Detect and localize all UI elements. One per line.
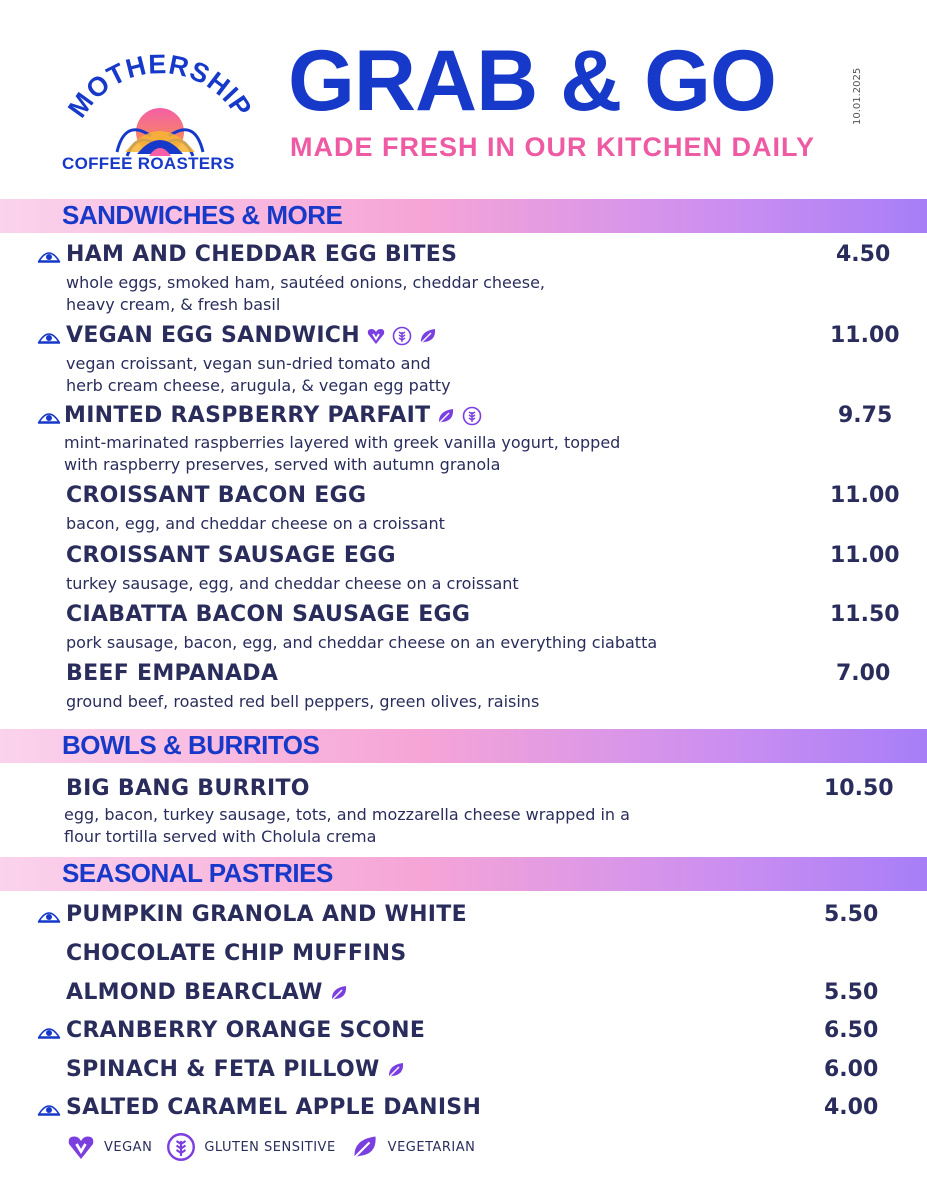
menu-item-price: 9.75 <box>838 403 893 428</box>
legend-label: VEGAN <box>104 1139 153 1155</box>
mothership-icon <box>37 248 61 264</box>
vegetarian-icon <box>418 326 438 346</box>
logo-subtitle: COFFEE ROASTERS <box>62 154 235 173</box>
menu-item-name-row <box>66 323 438 348</box>
gluten-sensitive-icon <box>392 326 412 346</box>
menu-item-name: SALTED CARAMEL APPLE DANISH <box>66 1095 482 1120</box>
menu-item-price: 11.50 <box>830 602 900 627</box>
menu-item-price: 4.50 <box>836 242 891 267</box>
legend-label: GLUTEN SENSITIVE <box>204 1139 336 1155</box>
menu-item-name: ALMOND BEARCLAW <box>66 980 323 1005</box>
mothership-icon <box>37 1101 61 1117</box>
menu-item-name-row <box>64 403 482 428</box>
vegetarian-icon <box>329 983 349 1003</box>
menu-item-desc: pork sausage, bacon, egg, and cheddar cheese on an everything ciabatta <box>66 633 658 652</box>
vegan-icon <box>366 326 386 346</box>
menu-item-name: BEEF EMPANADA <box>66 661 279 686</box>
menu-item-price: 11.00 <box>830 543 900 568</box>
menu-item-name: SPINACH & FETA PILLOW <box>66 1057 380 1082</box>
menu-item-name: CIABATTA BACON SAUSAGE EGG <box>66 602 471 627</box>
vegetarian-icon <box>386 1060 406 1080</box>
menu-item-name-row <box>66 980 349 1005</box>
menu-item-price: 11.00 <box>830 323 900 348</box>
menu-item-desc: ground beef, roasted red bell peppers, green olives, raisins <box>66 692 540 711</box>
dietary-legend <box>66 1132 475 1162</box>
menu-item-desc: bacon, egg, and cheddar cheese on a croissant <box>66 514 445 533</box>
menu-item-price: 10.50 <box>824 776 894 801</box>
page-title: GRAB & GO <box>288 33 776 129</box>
page-subtitle: MADE FRESH IN OUR KITCHEN DAILY <box>290 132 816 162</box>
menu-item-name-line2: CHOCOLATE CHIP MUFFINS <box>66 941 407 966</box>
gluten-sensitive-icon <box>462 406 482 426</box>
menu-item-price: 5.50 <box>824 902 879 927</box>
menu-item-name: CROISSANT SAUSAGE EGG <box>66 543 396 568</box>
gluten-sensitive-icon <box>166 1132 196 1162</box>
menu-item-desc: egg, bacon, turkey sausage, tots, and mozzarella cheese wrapped in a flour tortilla served with Cholula crema <box>64 805 630 846</box>
vegan-icon <box>66 1132 96 1162</box>
menu-item-price: 5.50 <box>824 980 879 1005</box>
menu-item-name: MINTED RASPBERRY PARFAIT <box>64 403 431 428</box>
menu-item-name: CRANBERRY ORANGE SCONE <box>66 1018 426 1043</box>
menu-item-name-row <box>66 1057 406 1082</box>
section-title-pastries: SEASONAL PASTRIES <box>62 858 333 888</box>
mothership-icon <box>37 329 61 345</box>
mothership-icon <box>37 908 61 924</box>
menu-item-price: 7.00 <box>836 661 891 686</box>
menu-item-desc: vegan croissant, vegan sun-dried tomato and herb cream cheese, arugula, & vegan egg patty <box>66 354 451 395</box>
menu-item-price: 6.50 <box>824 1018 879 1043</box>
menu-item-name: PUMPKIN GRANOLA AND WHITE <box>66 902 467 927</box>
section-title-bowls: BOWLS & BURRITOS <box>62 730 320 760</box>
menu-item-desc: turkey sausage, egg, and cheddar cheese on a croissant <box>66 574 519 593</box>
menu-item-name: HAM AND CHEDDAR EGG BITES <box>66 242 458 267</box>
menu-item-price: 6.00 <box>824 1057 879 1082</box>
section-title-sandwiches: SANDWICHES & MORE <box>62 200 343 230</box>
vegetarian-icon <box>436 406 456 426</box>
legend-label: VEGETARIAN <box>387 1139 476 1155</box>
menu-item-price: 4.00 <box>824 1095 879 1120</box>
mothership-icon <box>37 1024 61 1040</box>
menu-item-desc: whole eggs, smoked ham, sautéed onions, cheddar cheese, heavy cream, & fresh basil <box>66 273 545 314</box>
logo-arc-text: MOTHERSHIP <box>62 49 258 123</box>
menu-date: 10.01.2025 <box>852 67 863 125</box>
mothership-icon <box>37 409 61 425</box>
menu-item-price: 11.00 <box>830 483 900 508</box>
menu-item-desc: mint-marinated raspberries layered with greek vanilla yogurt, topped with raspberry preserves, served with autumn granola <box>64 433 621 474</box>
vegetarian-icon <box>350 1132 380 1162</box>
menu-item-name: VEGAN EGG SANDWICH <box>66 323 360 348</box>
menu-item-name: BIG BANG BURRITO <box>66 776 310 801</box>
menu-item-name: CROISSANT BACON EGG <box>66 483 367 508</box>
